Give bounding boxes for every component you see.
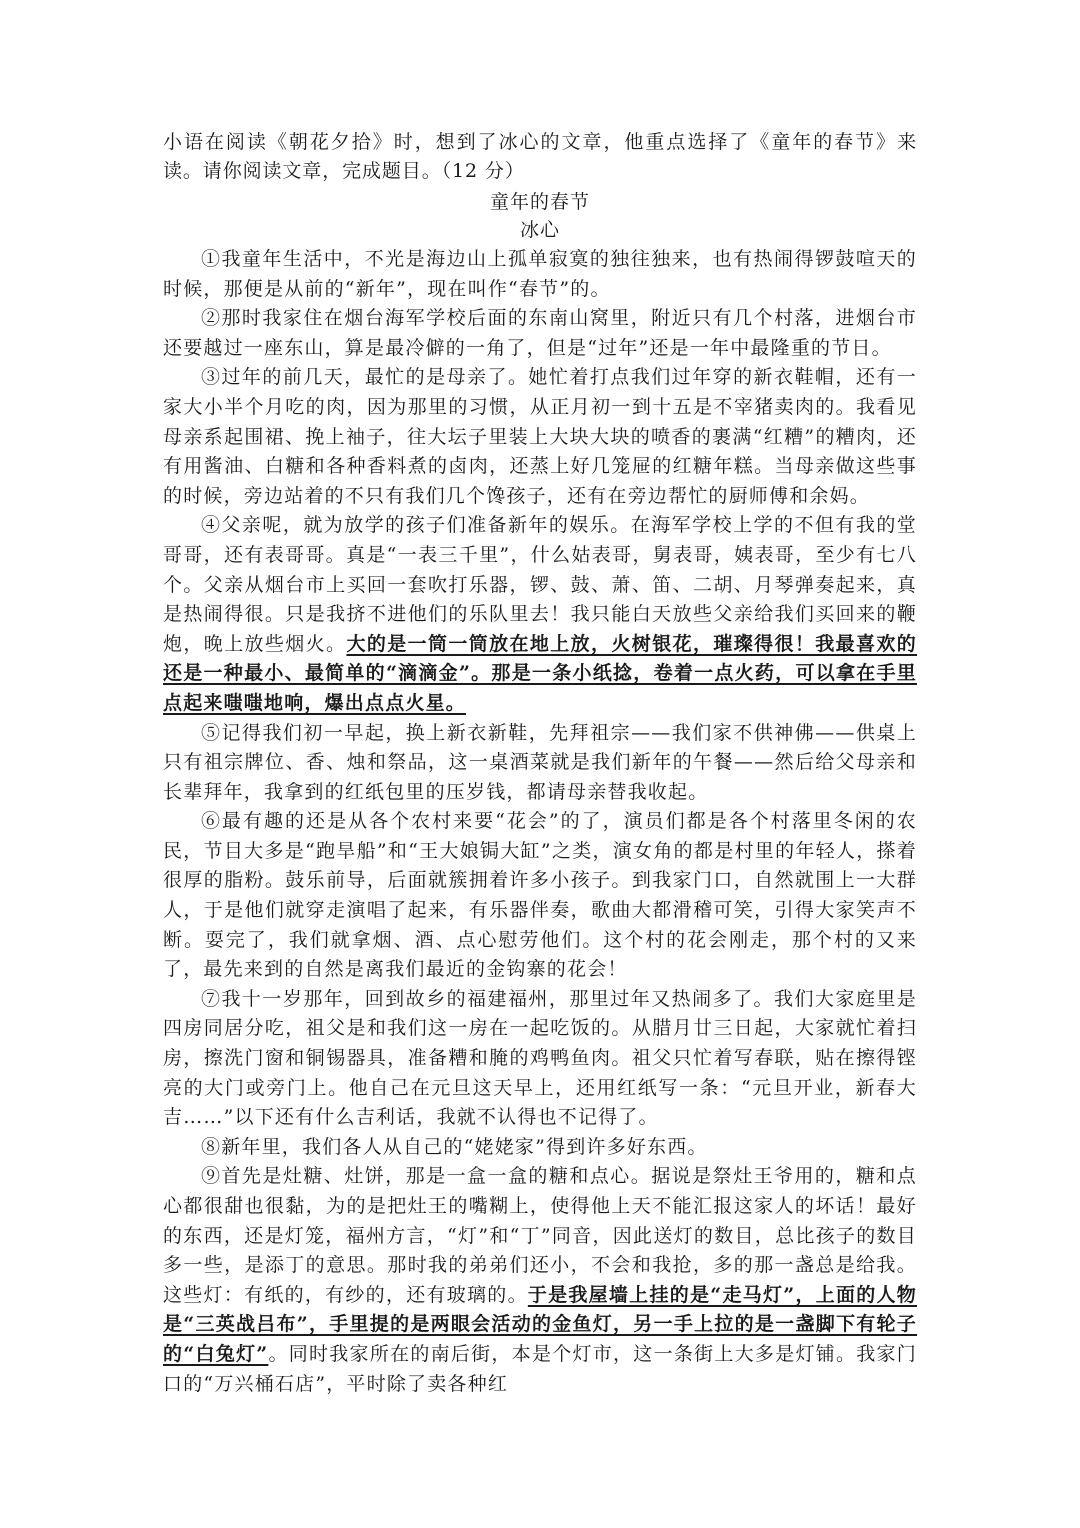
paragraph-9-tail: 。同时我家所在的南后街，本是个灯市，这一条街上大多是灯铺。我家门口的“万兴桶石店”，平时除了卖各种红 — [163, 1342, 917, 1395]
paragraph-4 — [163, 511, 917, 718]
paragraph-6: ⑥最有趣的还是从各个农村来要“花会”的了，演员们都是各个村落里冬闲的农民，节目大多是“跑旱船”和“王大娘锔大缸”之类，演女角的都是村里的年轻人，搽着很厚的脂粉。鼓乐前导，后面就簇拥着许多小孩子。到我家门口，自然就围上一大群人，于是他们就穿走演唱了起来，有乐器伴奏，歌曲大都滑稽可笑，引得大家笑声不断。耍完了，我们就拿烟、酒、点心慰劳他们。这个村的花会刚走，那个村的又来了，最先来到的自然是离我们最近的金钩寨的花会！ — [163, 810, 917, 981]
paragraph-8: ⑧新年里，我们各人从自己的“姥姥家”得到许多好东西。 — [201, 1135, 708, 1158]
paragraph-9 — [163, 1162, 917, 1399]
paragraph-1: ①我童年生活中，不光是海边山上孤单寂寞的独往独来，也有热闹得锣鼓喧天的时候，那便是从前的“新年”，现在叫作“春节”的。 — [163, 248, 917, 300]
paragraph-9-text: ⑨首先是灶糖、灶饼，那是一盒一盒的糖和点心。据说是祭灶王爷用的，糖和点心都很甜也很黏，为的是把灶王的嘴糊上，使得他上天不能汇报这家人的坏话！最好的东西，还是灯笼，福州方言，“灯”和“丁”同音，因此送灯的数目，总比孩子的数目多一些，是添丁的意思。那时我的弟弟们还小，不会和我抢，多的那一盏总是给我。这些灯：有纸的，有纱的，还有玻璃的。 — [163, 1165, 917, 1306]
paragraph-4-underlined-text: 大的是一筒一筒放在地上放，火树银花，璀璨得很！我最喜欢的还是一种最小、最简单的“滴滴金”。那是一条小纸捻，卷着一点火药，可以拿在手里点起来嗤嗤地响，爆出点点火星。 — [163, 632, 917, 714]
document-page — [163, 128, 917, 1399]
paragraph-7: ⑦我十一岁那年，回到故乡的福建福州，那里过年又热闹多了。我们大家庭里是四房同居分吃，祖父是和我们这一房在一起吃饭的。从腊月廿三日起，大家就忙着扫房，擦洗门窗和铜锡器具，准备糟和腌的鸡鸭鱼肉。祖父只忙着写春联，贴在擦得铿亮的大门或旁门上。他自己在元旦这天早上，还用红纸写一条：“元旦开业，新春大吉……”以下还有什么吉利话，我就不认得也不记得了。 — [163, 987, 917, 1129]
paragraph-3: ③过年的前几天，最忙的是母亲了。她忙着打点我们过年穿的新衣鞋帽，还有一家大小半个月吃的肉，因为那里的习惯，从正月初一到十五是不宰猪卖肉的。我看见母亲系起围裙、挽上袖子，往大坛子里装上大块大块的喷香的裹满“红糟”的糟肉，还有用酱油、白糖和各种香料煮的卤肉，还蒸上好几笼屉的红糖年糕。当母亲做这些事的时候，旁边站着的不只有我们几个馋孩子，还有在旁边帮忙的厨师傅和余妈。 — [163, 366, 917, 507]
paragraph-9-underlined-text: 于是我屋墙上挂的是“走马灯”，上面的人物是“三英战吕布”，手里提的是两眼会活动的金鱼灯，另一手上拉的是一盏脚下有轮子的“白兔灯” — [163, 1283, 918, 1365]
paragraph-5: ⑤记得我们初一早起，换上新衣新鞋，先拜祖宗——我们家不供神佛——供桌上只有祖宗牌位、香、烛和祭品，这一桌酒菜就是我们新年的午餐——然后给父母亲和长辈拜年，我拿到的红纸包里的压岁钱，都请母亲替我收起。 — [163, 721, 917, 803]
question-intro: 小语在阅读《朝花夕拾》时，想到了冰心的文章，他重点选择了《童年的春节》来读。请你阅读文章，完成题目。（12 分） — [163, 131, 917, 182]
article-author: 冰心 — [519, 219, 560, 241]
article-title: 童年的春节 — [489, 191, 590, 213]
paragraph-2: ②那时我家住在烟台海军学校后面的东南山窝里，附近只有几个村落，进烟台市还要越过一座东山，算是最冷僻的一角了，但是“过年”还是一年中最隆重的节日。 — [163, 307, 917, 359]
paragraph-4-text: ④父亲呢，就为放学的孩子们准备新年的娱乐。在海军学校上学的不但有我的堂哥哥，还有表哥哥。真是“一表三千里”，什么姑表哥，舅表哥，姨表哥，至少有七八个。父亲从烟台市上买回一套吹打乐器，锣、鼓、萧、笛、二胡、月琴弹奏起来，真是热闹得很。只是我挤不进他们的乐队里去！我只能白天放些父亲给我们买回来的鞭炮，晚上放些烟火。 — [163, 514, 917, 655]
